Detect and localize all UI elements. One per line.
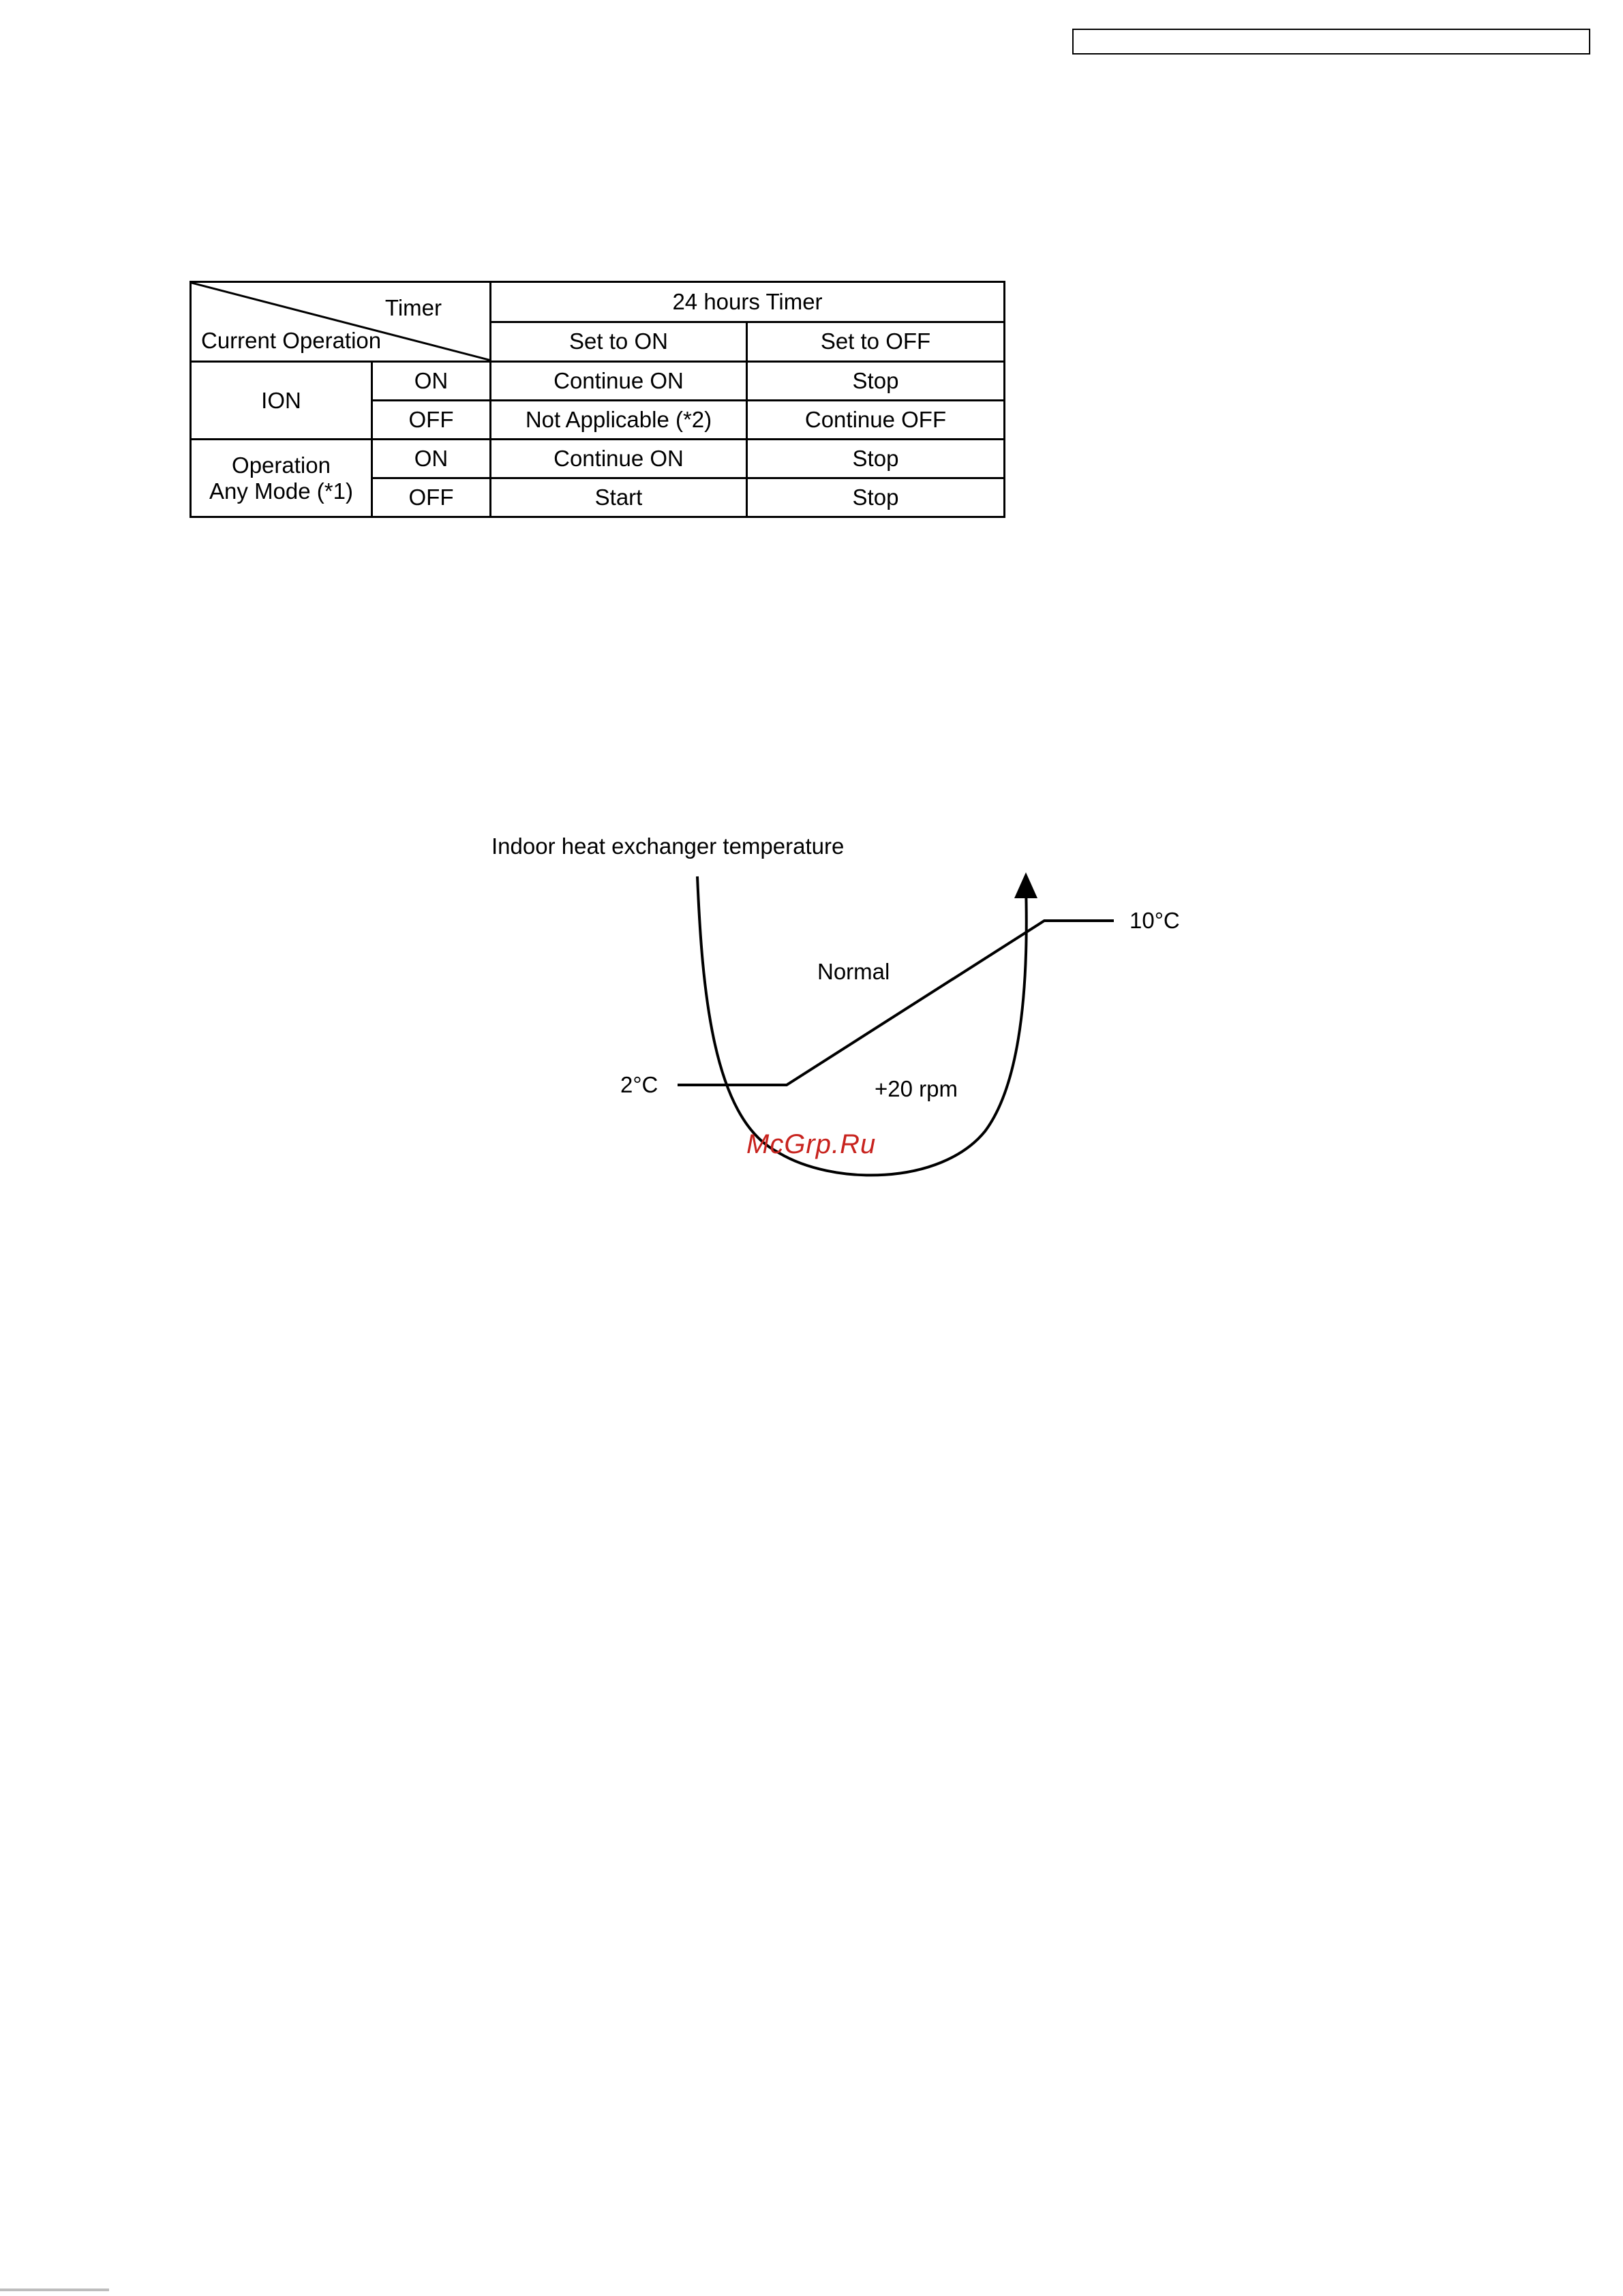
group-label-line2: Any Mode (*1) (209, 478, 353, 504)
set-off-cell: Stop (747, 362, 1005, 401)
set-on-cell: Continue ON (491, 362, 747, 401)
header-set-to-off: Set to OFF (747, 322, 1005, 362)
label-2c: 2°C (620, 1072, 658, 1097)
threshold-line (678, 921, 1114, 1085)
diagram-title: Indoor heat exchanger temperature (491, 833, 845, 859)
state-cell: OFF (372, 478, 491, 517)
state-cell: ON (372, 362, 491, 401)
label-10c: 10°C (1129, 908, 1180, 933)
table-corner-cell (191, 282, 491, 362)
set-off-cell: Stop (747, 478, 1005, 517)
group-label-line1: Operation (232, 452, 331, 478)
header-set-to-on: Set to ON (491, 322, 747, 362)
set-on-cell: Not Applicable (*2) (491, 401, 747, 440)
table-row (191, 440, 1005, 478)
region-normal: Normal (817, 959, 890, 984)
header-24-hours-timer: 24 hours Timer (491, 282, 1005, 322)
corner-label-current-operation: Current Operation (201, 328, 382, 353)
state-cell: ON (372, 440, 491, 478)
watermark-text: McGrp.Ru (746, 1129, 877, 1159)
corner-label-timer: Timer (384, 295, 442, 320)
table-row (191, 362, 1005, 401)
set-off-cell: Continue OFF (747, 401, 1005, 440)
row-group-operation-any-mode (191, 440, 372, 517)
set-on-cell: Start (491, 478, 747, 517)
state-cell: OFF (372, 401, 491, 440)
page-header-box (1072, 29, 1590, 55)
footer-mark (0, 2287, 136, 2293)
arrow-head-icon (1014, 872, 1037, 898)
region-plus-20-rpm: +20 rpm (875, 1076, 958, 1101)
row-group-ion: ION (191, 362, 372, 440)
set-off-cell: Stop (747, 440, 1005, 478)
set-on-cell: Continue ON (491, 440, 747, 478)
timer-operation-table (189, 281, 1005, 518)
